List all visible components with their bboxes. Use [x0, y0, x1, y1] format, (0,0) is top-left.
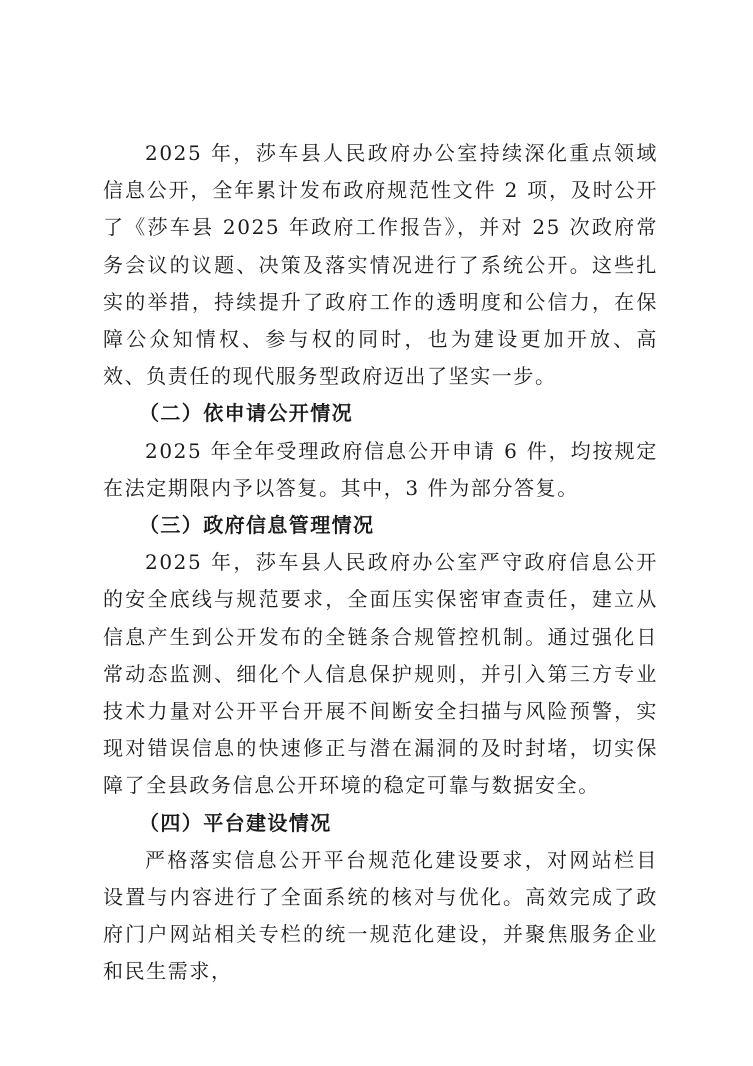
section-heading-platform-construction: （四）平台建设情况	[139, 810, 332, 835]
section-heading-information-management: （三）政府信息管理情况	[139, 513, 375, 538]
paragraph-platform-construction: 严格落实信息公开平台规范化建设要求，对网站栏目设置与内容进行了全面系统的核对与优化。高效完成了政府门户网站相关专栏的统一规范化建设，并聚焦服务企业和民生需求，	[103, 847, 658, 984]
paragraph-active-disclosure: 2025 年，莎车县人民政府办公室持续深化重点领域信息公开，全年累计发布政府规范性文件 2 项，及时公开了《莎车县 2025 年政府工作报告》，并对 25 次政府常务会议的议题、决策及落实情况进行了系统公开。这些扎实的举措，持续提升了政府工作的透明度和公信力，在保障公众知情权、参与权的同时，也为建设更加开放、高效、负责任的现代服务型政府迈出了坚实一步。	[103, 141, 658, 389]
document-body	[103, 135, 658, 991]
paragraph-application-disclosure: 2025 年全年受理政府信息公开申请 6 件，均按规定在法定期限内予以答复。其中，3 件为部分答复。	[103, 438, 658, 500]
paragraph-information-management: 2025 年，莎车县人民政府办公室严守政府信息公开的安全底线与规范要求，全面压实保密审查责任，建立从信息产生到公开发布的全链条合规管控机制。通过强化日常动态监测、细化个人信息保护规则，并引入第三方专业技术力量对公开平台开展不间断安全扫描与风险预警，实现对错误信息的快速修正与潜在漏洞的及时封堵，切实保障了全县政务信息公开环境的稳定可靠与数据安全。	[103, 550, 658, 798]
section-heading-application-disclosure: （二）依申请公开情况	[139, 401, 353, 426]
